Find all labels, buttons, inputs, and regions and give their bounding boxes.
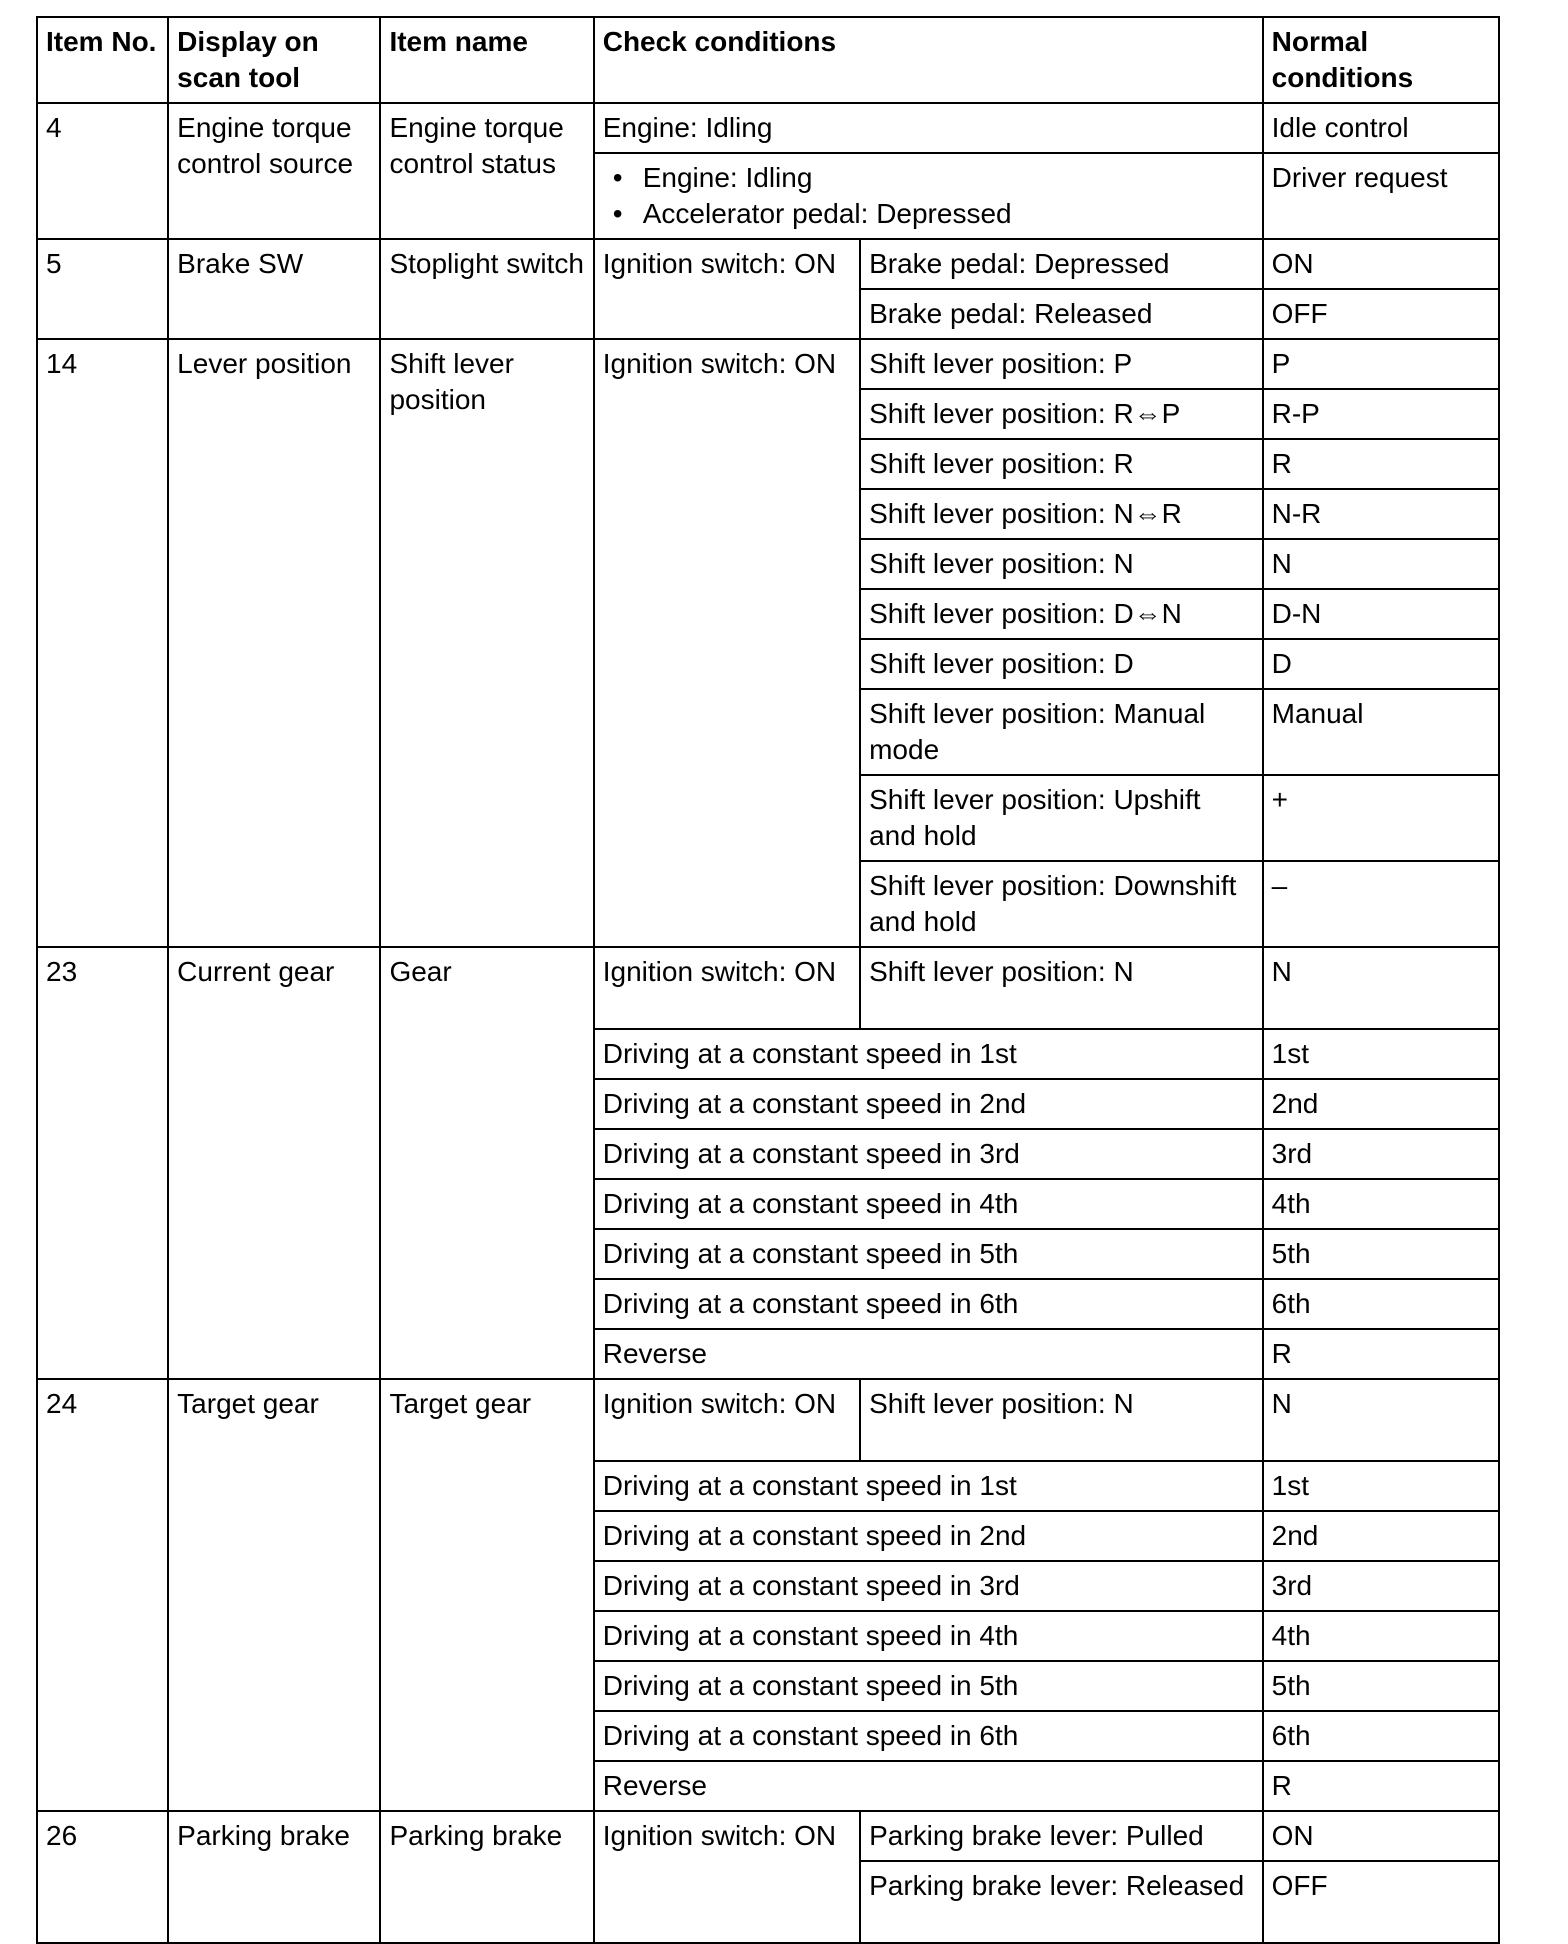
table-row xyxy=(37,947,1499,1029)
condition-cell: Driving at a constant speed in 4th xyxy=(594,1179,1263,1229)
condition-cell xyxy=(594,153,1263,239)
display-cell: Target gear xyxy=(168,1379,380,1811)
condition-cell: Driving at a constant speed in 4th xyxy=(594,1611,1263,1661)
item-no-cell: 14 xyxy=(37,339,168,947)
normal-cell: R xyxy=(1263,1329,1499,1379)
item-name-cell: Gear xyxy=(380,947,593,1379)
condition-cell: Engine: Idling xyxy=(594,103,1263,153)
normal-cell: R xyxy=(1263,439,1499,489)
normal-cell: R-P xyxy=(1263,389,1499,439)
group-condition-cell: Ignition switch: ON xyxy=(594,339,860,947)
condition-cell: Reverse xyxy=(594,1329,1263,1379)
normal-cell: 4th xyxy=(1263,1179,1499,1229)
header-check-conditions: Check conditions xyxy=(594,17,1263,103)
normal-cell: N xyxy=(1263,539,1499,589)
header-display-on-scan-tool: Display on scan tool xyxy=(168,17,380,103)
document-page xyxy=(36,16,1500,1901)
group-condition-cell: Ignition switch: ON xyxy=(594,239,860,339)
table-row xyxy=(37,239,1499,289)
normal-cell: R xyxy=(1263,1761,1499,1811)
condition-bullet: • Accelerator pedal: Depressed xyxy=(613,196,1254,232)
normal-cell: OFF xyxy=(1263,289,1499,339)
normal-cell: 6th xyxy=(1263,1279,1499,1329)
normal-cell: N-R xyxy=(1263,489,1499,539)
table-row xyxy=(37,1811,1499,1861)
condition-cell: Reverse xyxy=(594,1761,1263,1811)
item-name-cell: Target gear xyxy=(380,1379,593,1811)
display-cell: Lever position xyxy=(168,339,380,947)
condition-cell: Brake pedal: Released xyxy=(860,289,1263,339)
normal-cell: 2nd xyxy=(1263,1511,1499,1561)
normal-cell: D xyxy=(1263,639,1499,689)
condition-cell: Parking brake lever: Pulled xyxy=(860,1811,1263,1861)
normal-cell: Idle control xyxy=(1263,103,1499,153)
display-cell: Parking brake xyxy=(168,1811,380,1943)
condition-cell: Shift lever position: N xyxy=(860,947,1263,1029)
condition-bullet: • Engine: Idling xyxy=(613,160,1254,196)
normal-cell: + xyxy=(1263,775,1499,861)
normal-cell: ON xyxy=(1263,1811,1499,1861)
condition-cell: Shift lever position: R xyxy=(860,439,1263,489)
item-no-cell: 23 xyxy=(37,947,168,1379)
normal-cell: OFF xyxy=(1263,1861,1499,1943)
condition-cell: Driving at a constant speed in 3rd xyxy=(594,1561,1263,1611)
normal-cell: Driver request xyxy=(1263,153,1499,239)
condition-cell: Driving at a constant speed in 3rd xyxy=(594,1129,1263,1179)
group-condition-cell: Ignition switch: ON xyxy=(594,1379,860,1461)
condition-cell: Shift lever position: N xyxy=(860,1379,1263,1461)
display-cell: Current gear xyxy=(168,947,380,1379)
item-name-cell: Stoplight switch xyxy=(380,239,593,339)
item-name-cell: Shift lever position xyxy=(380,339,593,947)
data-list-table xyxy=(36,16,1500,1944)
condition-cell: Shift lever position: D xyxy=(860,639,1263,689)
condition-cell: Driving at a constant speed in 2nd xyxy=(594,1079,1263,1129)
condition-cell: Driving at a constant speed in 5th xyxy=(594,1661,1263,1711)
table-row xyxy=(37,103,1499,153)
item-no-cell: 4 xyxy=(37,103,168,239)
condition-cell: Driving at a constant speed in 1st xyxy=(594,1461,1263,1511)
condition-cell: Shift lever position: P xyxy=(860,339,1263,389)
normal-cell: 1st xyxy=(1263,1461,1499,1511)
table-header-row xyxy=(37,17,1499,103)
normal-cell: 1st xyxy=(1263,1029,1499,1079)
normal-cell: N xyxy=(1263,1379,1499,1461)
header-item-name: Item name xyxy=(380,17,593,103)
normal-cell: 2nd xyxy=(1263,1079,1499,1129)
normal-cell: 4th xyxy=(1263,1611,1499,1661)
header-normal-conditions: Normal conditions xyxy=(1263,17,1499,103)
normal-cell: 5th xyxy=(1263,1229,1499,1279)
table-row xyxy=(37,1379,1499,1461)
normal-cell: N xyxy=(1263,947,1499,1029)
normal-cell: ON xyxy=(1263,239,1499,289)
display-cell: Engine torque control source xyxy=(168,103,380,239)
item-name-cell: Parking brake xyxy=(380,1811,593,1943)
normal-cell: Manual xyxy=(1263,689,1499,775)
condition-cell: Shift lever position: Manual mode xyxy=(860,689,1263,775)
normal-cell: 3rd xyxy=(1263,1129,1499,1179)
item-no-cell: 24 xyxy=(37,1379,168,1811)
display-cell: Brake SW xyxy=(168,239,380,339)
condition-cell: Shift lever position: D⇔N xyxy=(860,589,1263,639)
condition-cell: Driving at a constant speed in 1st xyxy=(594,1029,1263,1079)
normal-cell: P xyxy=(1263,339,1499,389)
group-condition-cell: Ignition switch: ON xyxy=(594,947,860,1029)
condition-cell: Driving at a constant speed in 2nd xyxy=(594,1511,1263,1561)
header-item-no: Item No. xyxy=(37,17,168,103)
table-row xyxy=(37,339,1499,389)
condition-cell: Driving at a constant speed in 5th xyxy=(594,1229,1263,1279)
condition-cell: Shift lever position: Upshift and hold xyxy=(860,775,1263,861)
condition-cell: Parking brake lever: Released xyxy=(860,1861,1263,1943)
condition-cell: Driving at a constant speed in 6th xyxy=(594,1279,1263,1329)
normal-cell: D-N xyxy=(1263,589,1499,639)
item-name-cell: Engine torque control status xyxy=(380,103,593,239)
condition-bullet-list xyxy=(603,160,1254,232)
item-no-cell: 26 xyxy=(37,1811,168,1943)
condition-cell: Shift lever position: Downshift and hold xyxy=(860,861,1263,947)
condition-cell: Driving at a constant speed in 6th xyxy=(594,1711,1263,1761)
normal-cell: 5th xyxy=(1263,1661,1499,1711)
item-no-cell: 5 xyxy=(37,239,168,339)
normal-cell: 6th xyxy=(1263,1711,1499,1761)
condition-cell: Shift lever position: N⇔R xyxy=(860,489,1263,539)
condition-cell: Shift lever position: R⇔P xyxy=(860,389,1263,439)
condition-cell: Brake pedal: Depressed xyxy=(860,239,1263,289)
normal-cell: 3rd xyxy=(1263,1561,1499,1611)
condition-cell: Shift lever position: N xyxy=(860,539,1263,589)
group-condition-cell: Ignition switch: ON xyxy=(594,1811,860,1943)
normal-cell: – xyxy=(1263,861,1499,947)
